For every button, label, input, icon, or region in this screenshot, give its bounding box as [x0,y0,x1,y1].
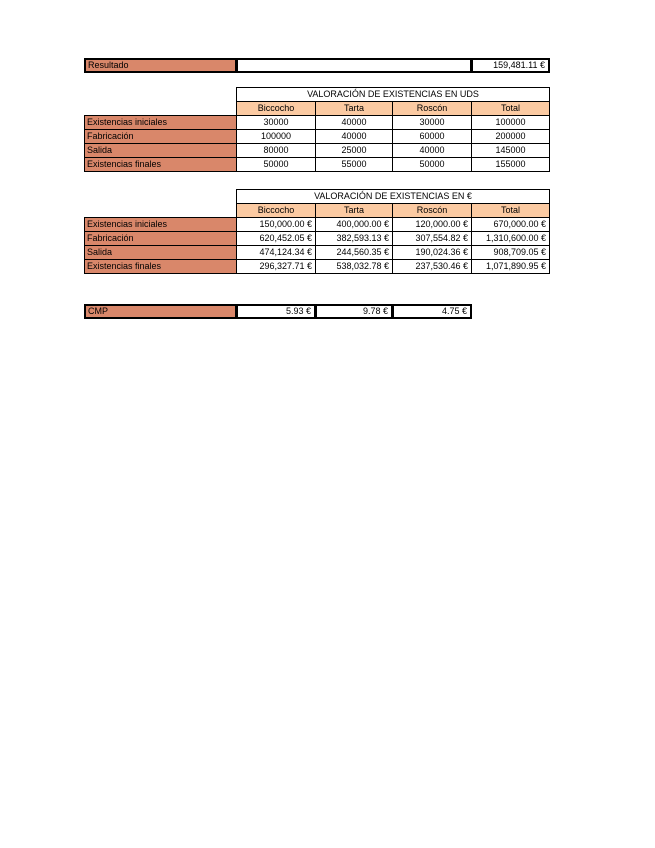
eur-cell[interactable]: 538,032.78 € [315,259,393,274]
uds-cell[interactable]: 40000 [315,129,393,144]
eur-cell[interactable]: 237,530.46 € [392,259,472,274]
uds-cell[interactable]: 145000 [471,143,550,158]
resultado-label[interactable]: Resultado [84,58,237,73]
eur-table-title[interactable]: VALORACIÓN DE EXISTENCIAS EN € [236,189,550,204]
uds-cell[interactable]: 200000 [471,129,550,144]
uds-column-header-tarta[interactable]: Tarta [315,101,393,116]
uds-cell[interactable]: 80000 [236,143,316,158]
eur-column-header-tarta[interactable]: Tarta [315,203,393,218]
uds-cell[interactable]: 40000 [392,143,472,158]
uds-cell[interactable]: 30000 [392,115,472,130]
uds-row-label-existencias-finales[interactable]: Existencias finales [84,157,237,172]
eur-cell[interactable]: 908,709.05 € [471,245,550,260]
cmp-value-tarta[interactable]: 9.78 € [315,304,393,319]
uds-column-header-roscon[interactable]: Roscón [392,101,472,116]
eur-cell[interactable]: 1,310,600.00 € [471,231,550,246]
resultado-blank-cell[interactable] [236,58,472,73]
uds-cell[interactable]: 60000 [392,129,472,144]
eur-column-header-roscon[interactable]: Roscón [392,203,472,218]
eur-row-label-existencias-iniciales[interactable]: Existencias iniciales [84,217,237,232]
eur-column-header-total[interactable]: Total [471,203,550,218]
eur-cell[interactable]: 1,071,890.95 € [471,259,550,274]
eur-cell[interactable]: 307,554.82 € [392,231,472,246]
eur-cell[interactable]: 190,024.36 € [392,245,472,260]
eur-column-header-biccocho[interactable]: Biccocho [236,203,316,218]
eur-cell[interactable]: 244,560.35 € [315,245,393,260]
resultado-value[interactable]: 159,481.11 € [471,58,550,73]
eur-cell[interactable]: 382,593.13 € [315,231,393,246]
uds-cell[interactable]: 100000 [471,115,550,130]
eur-row-label-existencias-finales[interactable]: Existencias finales [84,259,237,274]
uds-cell[interactable]: 50000 [236,157,316,172]
eur-cell[interactable]: 120,000.00 € [392,217,472,232]
uds-cell[interactable]: 155000 [471,157,550,172]
uds-row-label-existencias-iniciales[interactable]: Existencias iniciales [84,115,237,130]
eur-cell[interactable]: 400,000.00 € [315,217,393,232]
uds-cell[interactable]: 100000 [236,129,316,144]
uds-row-label-salida[interactable]: Salida [84,143,237,158]
eur-row-label-salida[interactable]: Salida [84,245,237,260]
uds-column-header-biccocho[interactable]: Biccocho [236,101,316,116]
uds-cell[interactable]: 50000 [392,157,472,172]
uds-column-header-total[interactable]: Total [471,101,550,116]
uds-cell[interactable]: 25000 [315,143,393,158]
eur-cell[interactable]: 670,000.00 € [471,217,550,232]
cmp-value-biccocho[interactable]: 5.93 € [236,304,316,319]
cmp-label[interactable]: CMP [84,304,237,319]
eur-cell[interactable]: 620,452.05 € [236,231,316,246]
uds-table-title[interactable]: VALORACIÓN DE EXISTENCIAS EN UDS [236,87,550,102]
eur-cell[interactable]: 296,327.71 € [236,259,316,274]
eur-cell[interactable]: 474,124.34 € [236,245,316,260]
uds-cell[interactable]: 30000 [236,115,316,130]
uds-row-label-fabricacion[interactable]: Fabricación [84,129,237,144]
eur-row-label-fabricacion[interactable]: Fabricación [84,231,237,246]
uds-cell[interactable]: 40000 [315,115,393,130]
uds-cell[interactable]: 55000 [315,157,393,172]
cmp-value-roscon[interactable]: 4.75 € [392,304,472,319]
eur-cell[interactable]: 150,000.00 € [236,217,316,232]
